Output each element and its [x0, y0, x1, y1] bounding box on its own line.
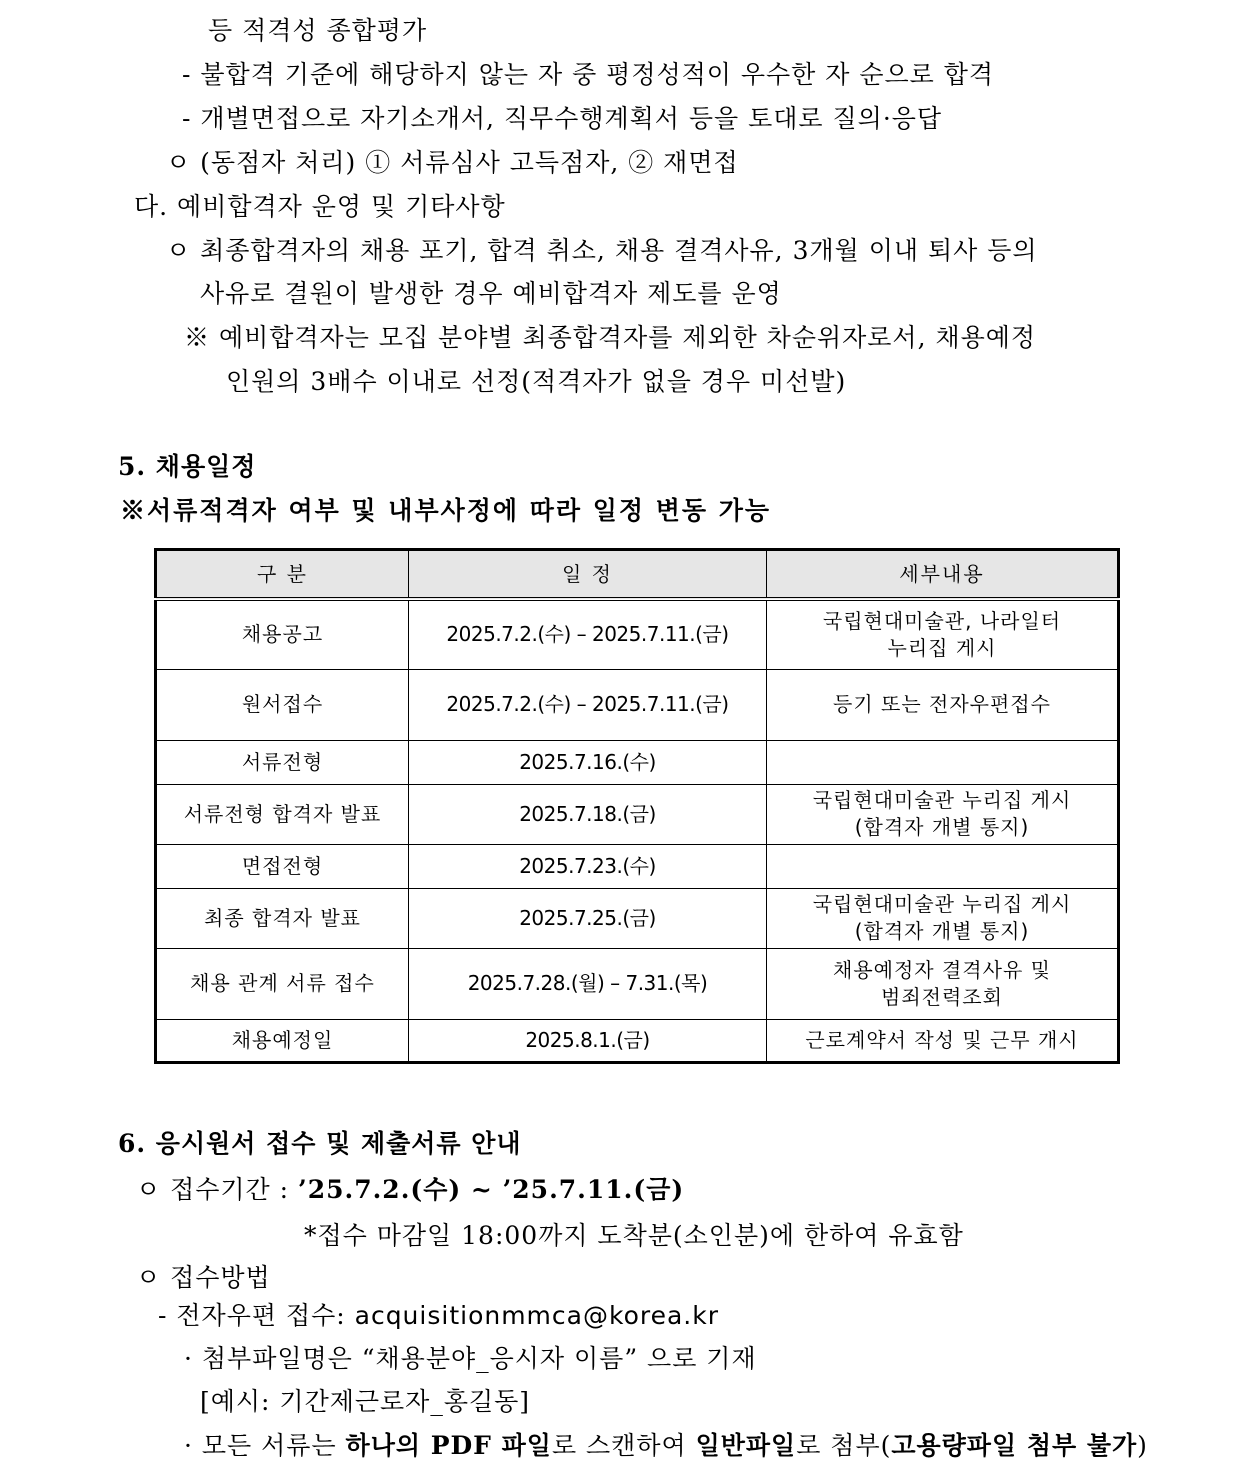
- table-row: [156, 784, 1119, 844]
- cell-category: 채용예정일: [156, 1019, 409, 1062]
- text-line: - 개별면접으로 자기소개서, 직무수행계획서 등을 토대로 질의·응답: [182, 104, 943, 133]
- pdf-text: ): [1137, 1431, 1148, 1460]
- cell-date: 2025.7.25.(금): [409, 888, 767, 948]
- cell-detail: [767, 784, 1119, 844]
- table-row: [156, 888, 1119, 948]
- filename-example: [예시: 기간제근로자_홍길동]: [200, 1387, 531, 1416]
- cell-category: 채용공고: [156, 599, 409, 669]
- detail-line: 채용예정자 결격사유 및: [833, 957, 1051, 982]
- pdf-text: 로 스캔하여: [551, 1431, 696, 1460]
- period-label: ㅇ 접수기간 :: [136, 1175, 299, 1204]
- schedule-table: [154, 548, 1120, 1064]
- table-row: [156, 740, 1119, 784]
- cell-detail: 근로계약서 작성 및 근무 개시: [767, 1019, 1119, 1062]
- cell-date: 2025.7.16.(수): [409, 740, 767, 784]
- section-5-title: 5. 채용일정: [118, 452, 257, 481]
- header-detail: 세부내용: [767, 550, 1119, 600]
- cell-category: 서류전형: [156, 740, 409, 784]
- cell-detail: [767, 888, 1119, 948]
- detail-line: 국립현대미술관 누리집 게시: [812, 892, 1072, 916]
- cell-date: 2025.7.23.(수): [409, 844, 767, 888]
- header-category: 구 분: [156, 550, 409, 600]
- pdf-emphasis: 일반파일: [695, 1431, 797, 1460]
- cell-date: 2025.7.2.(수) – 2025.7.11.(금): [409, 599, 767, 669]
- cell-category: 채용 관계 서류 접수: [156, 948, 409, 1019]
- table-row: [156, 844, 1119, 888]
- period-line: [136, 1172, 684, 1208]
- header-date: 일 정: [409, 550, 767, 600]
- subsection-heading: 다. 예비합격자 운영 및 기타사항: [134, 192, 506, 221]
- email-address: acquisitionmmca@korea.kr: [354, 1301, 719, 1330]
- text-line: ㅇ 최종합격자의 채용 포기, 합격 취소, 채용 결격사유, 3개월 이내 퇴사 등의: [166, 236, 1038, 265]
- text-line: - 불합격 기준에 해당하지 않는 자 중 평정성적이 우수한 자 순으로 합격: [182, 60, 995, 89]
- method-label: ㅇ 접수방법: [136, 1263, 271, 1292]
- pdf-emphasis: 고용량파일 첨부 불가: [891, 1431, 1138, 1460]
- cell-detail: 등기 또는 전자우편접수: [767, 669, 1119, 740]
- cell-detail: [767, 599, 1119, 669]
- section-6-title: 6. 응시원서 접수 및 제출서류 안내: [118, 1129, 522, 1158]
- pdf-text: 로 첨부(: [796, 1431, 892, 1460]
- detail-line: 누리집 게시: [887, 635, 997, 660]
- period-value: ’25.7.2.(수) ~ ’25.7.11.(금): [298, 1175, 685, 1204]
- pdf-emphasis: 하나의 PDF 파일: [345, 1431, 552, 1460]
- table-row: [156, 599, 1119, 669]
- filename-rule: · 첨부파일명은 “채용분야_응시자 이름” 으로 기재: [184, 1344, 757, 1373]
- text-line: ㅇ (동점자 처리) ① 서류심사 고득점자, ② 재면접: [166, 148, 739, 177]
- schedule-note: ※서류적격자 여부 및 내부사정에 따라 일정 변동 가능: [120, 496, 772, 525]
- detail-line: 국립현대미술관, 나라일터: [822, 608, 1062, 633]
- email-line: [158, 1298, 719, 1334]
- email-label: - 전자우편 접수:: [158, 1301, 355, 1330]
- cell-category: 면접전형: [156, 844, 409, 888]
- text-line: ※ 예비합격자는 모집 분야별 최종합격자를 제외한 차순위자로서, 채용예정: [184, 323, 1037, 352]
- detail-line: 범죄전력조회: [881, 984, 1003, 1009]
- text-line: 사유로 결원이 발생한 경우 예비합격자 제도를 운영: [200, 279, 782, 308]
- cell-category: 원서접수: [156, 669, 409, 740]
- detail-line: 국립현대미술관 누리집 게시: [812, 788, 1072, 812]
- pdf-text: · 모든 서류는: [184, 1431, 346, 1460]
- text-line: 인원의 3배수 이내로 선정(적격자가 없을 경우 미선발): [226, 367, 847, 396]
- cell-category: 최종 합격자 발표: [156, 888, 409, 948]
- pdf-rule: [184, 1428, 1148, 1464]
- table-header-row: [156, 550, 1119, 600]
- cell-date: 2025.7.2.(수) – 2025.7.11.(금): [409, 669, 767, 740]
- detail-line: (합격자 개별 통지): [854, 815, 1030, 839]
- cell-detail: [767, 948, 1119, 1019]
- table-row: [156, 1019, 1119, 1062]
- detail-line: (합격자 개별 통지): [854, 919, 1030, 943]
- cell-date: 2025.7.28.(월) – 7.31.(목): [409, 948, 767, 1019]
- cell-category: 서류전형 합격자 발표: [156, 784, 409, 844]
- table-row: [156, 669, 1119, 740]
- cell-date: 2025.7.18.(금): [409, 784, 767, 844]
- cell-detail: [767, 844, 1119, 888]
- cell-detail: [767, 740, 1119, 784]
- cell-date: 2025.8.1.(금): [409, 1019, 767, 1062]
- table-row: [156, 948, 1119, 1019]
- period-note: *접수 마감일 18:00까지 도착분(소인분)에 한하여 유효함: [304, 1221, 964, 1250]
- text-line: 등 적격성 종합평가: [208, 16, 428, 45]
